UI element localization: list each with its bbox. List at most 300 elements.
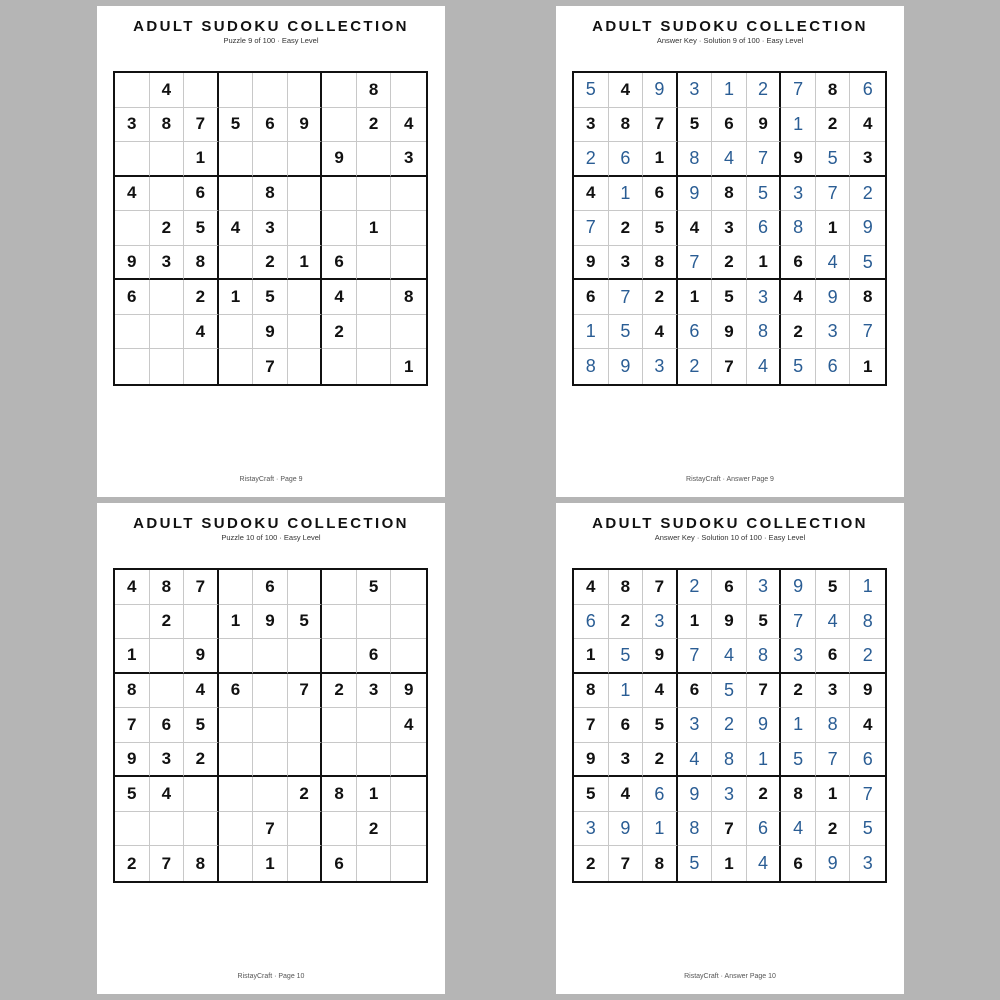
sudoku-cell-given: 8: [781, 777, 816, 812]
sudoku-cell-given: 2: [322, 315, 357, 350]
sudoku-cell: [184, 777, 219, 812]
sudoku-cell-solution: 5: [712, 674, 747, 709]
sudoku-cell-given: 1: [816, 777, 851, 812]
sudoku-cell-given: 2: [150, 211, 185, 246]
sudoku-cell-solution: 5: [609, 639, 644, 674]
sudoku-cell-solution: 5: [781, 349, 816, 384]
sudoku-cell-solution: 5: [678, 846, 713, 881]
sudoku-cell-solution: 2: [747, 73, 782, 108]
sudoku-cell-given: 6: [357, 639, 392, 674]
sudoku-cell-given: 2: [747, 777, 782, 812]
sudoku-cell-given: 5: [184, 211, 219, 246]
sudoku-cell: [288, 280, 323, 315]
sudoku-cell-given: 4: [678, 211, 713, 246]
page-subtitle: Puzzle 9 of 100 · Easy Level: [223, 36, 319, 45]
page-footer: RistayCraft · Page 9: [239, 476, 303, 483]
sudoku-grid: [113, 71, 428, 386]
sudoku-cell: [150, 280, 185, 315]
sudoku-cell-given: 9: [322, 142, 357, 177]
sudoku-cell-given: 6: [781, 846, 816, 881]
sudoku-cell-given: 6: [322, 846, 357, 881]
sudoku-cell-given: 4: [115, 177, 150, 212]
sudoku-cell-solution: 8: [712, 743, 747, 778]
sudoku-cell-given: 5: [253, 280, 288, 315]
sudoku-cell: [253, 639, 288, 674]
sudoku-cell: [391, 570, 426, 605]
sudoku-cell: [219, 246, 254, 281]
page-footer: RistayCraft · Answer Page 10: [684, 973, 776, 980]
sudoku-cell-given: 7: [288, 674, 323, 709]
sudoku-cell: [150, 177, 185, 212]
sudoku-cell-solution: 3: [781, 639, 816, 674]
sudoku-cell-given: 7: [712, 349, 747, 384]
sudoku-cell-solution: 4: [816, 246, 851, 281]
sudoku-cell-given: 1: [288, 246, 323, 281]
sudoku-cell: [150, 315, 185, 350]
page-title: ADULT SUDOKU COLLECTION: [592, 18, 868, 35]
sudoku-cell-given: 8: [712, 177, 747, 212]
sudoku-cell-given: 3: [574, 108, 609, 143]
sudoku-cell-given: 2: [184, 280, 219, 315]
sudoku-cell-given: 2: [184, 743, 219, 778]
sudoku-cell-solution: 6: [678, 315, 713, 350]
sudoku-cell: [115, 349, 150, 384]
sudoku-cell: [357, 708, 392, 743]
sudoku-cell-solution: 1: [609, 674, 644, 709]
sudoku-cell-given: 7: [609, 846, 644, 881]
sudoku-cell-given: 8: [357, 73, 392, 108]
sudoku-cell: [322, 743, 357, 778]
sudoku-cell-solution: 1: [781, 708, 816, 743]
sudoku-cell-given: 1: [678, 605, 713, 640]
sudoku-cell-solution: 9: [678, 177, 713, 212]
sudoku-cell: [219, 570, 254, 605]
sudoku-cell: [288, 570, 323, 605]
sudoku-cell-solution: 2: [850, 177, 885, 212]
sudoku-cell-solution: 2: [678, 570, 713, 605]
sudoku-cell-given: 1: [403, 356, 414, 376]
sudoku-cell-given: 7: [253, 349, 288, 384]
sudoku-cell-given: 3: [115, 108, 150, 143]
sudoku-cell-given: 9: [574, 246, 609, 281]
sudoku-cell-solution: 6: [816, 349, 851, 384]
sudoku-cell: [288, 315, 323, 350]
sudoku-cell-given: 5: [288, 605, 323, 640]
sudoku-cell-given: 7: [643, 570, 678, 605]
sudoku-cell-given: 7: [184, 570, 219, 605]
sudoku-cell: [357, 142, 392, 177]
sudoku-cell-given: 6: [253, 570, 288, 605]
sudoku-cell: [391, 846, 426, 881]
sudoku-cell: [219, 73, 254, 108]
sudoku-cell: [322, 177, 357, 212]
sudoku-cell-solution: 8: [574, 349, 609, 384]
sudoku-cell-given: 2: [781, 315, 816, 350]
sudoku-cell-given: 8: [150, 108, 185, 143]
sudoku-cell-solution: 9: [747, 708, 782, 743]
sudoku-cell-given: 2: [609, 605, 644, 640]
sudoku-cell-given: 8: [150, 570, 185, 605]
sudoku-cell: [219, 142, 254, 177]
sudoku-cell-given: 7: [150, 846, 185, 881]
sudoku-cell: [115, 73, 150, 108]
sudoku-cell-given: 5: [643, 708, 678, 743]
sudoku-cell-solution: 4: [816, 605, 851, 640]
sudoku-cell-given: 8: [850, 280, 885, 315]
sudoku-cell-given: 5: [712, 280, 747, 315]
sudoku-cell-given: 1: [862, 356, 873, 376]
sudoku-cell: [357, 349, 392, 384]
sudoku-cell-given: 5: [115, 777, 150, 812]
sudoku-cell-given: 6: [643, 177, 678, 212]
page-subtitle: Puzzle 10 of 100 · Easy Level: [221, 533, 321, 542]
sudoku-cell-given: 6: [115, 280, 150, 315]
sudoku-cell-given: 5: [816, 570, 851, 605]
puzzle-page-9: [97, 6, 445, 497]
sudoku-cell-given: 2: [150, 605, 185, 640]
sudoku-cell-solution: 9: [781, 570, 816, 605]
sudoku-cell: [391, 73, 426, 108]
sudoku-cell-given: 7: [643, 108, 678, 143]
sudoku-cell-given: 5: [643, 211, 678, 246]
sudoku-cell-solution: 3: [574, 812, 609, 847]
sudoku-cell: [253, 674, 288, 709]
sudoku-cell-solution: 8: [747, 639, 782, 674]
answer-page-9: [556, 6, 904, 497]
sudoku-cell-given: 3: [391, 142, 426, 177]
sudoku-cell-given: 1: [184, 142, 219, 177]
sudoku-cell-given: 1: [357, 777, 392, 812]
sudoku-cell-solution: 5: [609, 315, 644, 350]
sudoku-cell-given: 6: [816, 639, 851, 674]
sudoku-cell-given: 7: [184, 108, 219, 143]
sudoku-cell: [288, 142, 323, 177]
sudoku-cell-given: 8: [609, 108, 644, 143]
sudoku-cell-solution: 3: [643, 605, 678, 640]
sudoku-cell-given: 5: [219, 108, 254, 143]
sudoku-cell: [219, 315, 254, 350]
sudoku-cell: [288, 639, 323, 674]
sudoku-cell-solution: 4: [712, 142, 747, 177]
sudoku-cell-solution: 9: [609, 812, 644, 847]
sudoku-cell: [322, 708, 357, 743]
sudoku-cell-given: 1: [678, 280, 713, 315]
sudoku-cell: [391, 777, 426, 812]
sudoku-cell-given: 3: [609, 246, 644, 281]
sudoku-cell: [219, 846, 254, 881]
sudoku-cell-given: 3: [609, 743, 644, 778]
sudoku-cell: [288, 177, 323, 212]
sudoku-cell-solution: 7: [816, 177, 851, 212]
sudoku-cell-given: 1: [219, 605, 254, 640]
sudoku-cell: [184, 605, 219, 640]
page-title: ADULT SUDOKU COLLECTION: [133, 18, 409, 35]
sudoku-cell-given: 6: [678, 674, 713, 709]
sudoku-cell-given: 8: [609, 570, 644, 605]
sudoku-cell-given: 4: [219, 211, 254, 246]
sudoku-cell: [322, 211, 357, 246]
sudoku-cell-solution: 3: [643, 349, 678, 384]
sudoku-cell-solution: 8: [747, 315, 782, 350]
sudoku-cell-solution: 3: [747, 280, 782, 315]
sudoku-cell-given: 9: [781, 142, 816, 177]
sudoku-cell: [288, 73, 323, 108]
sudoku-cell: [253, 777, 288, 812]
sudoku-grid: [113, 568, 428, 883]
sudoku-cell-given: 8: [253, 177, 288, 212]
page-footer: RistayCraft · Page 10: [237, 973, 305, 980]
sudoku-cell-given: 1: [712, 846, 747, 881]
sudoku-cell-given: 3: [150, 743, 185, 778]
sudoku-cell-solution: 7: [678, 246, 713, 281]
sudoku-cell-given: 8: [816, 73, 851, 108]
sudoku-cell-given: 8: [322, 777, 357, 812]
sudoku-cell-solution: 5: [781, 743, 816, 778]
sudoku-cell: [391, 177, 426, 212]
sudoku-cell-given: 7: [747, 674, 782, 709]
sudoku-cell-given: 9: [574, 743, 609, 778]
sudoku-cell: [391, 246, 426, 281]
sudoku-cell-given: 2: [643, 743, 678, 778]
sudoku-cell: [115, 211, 150, 246]
sudoku-cell: [184, 349, 219, 384]
sudoku-cell-solution: 7: [781, 73, 816, 108]
sudoku-cell-solution: 1: [747, 743, 782, 778]
sudoku-cell: [322, 812, 357, 847]
sudoku-cell: [357, 743, 392, 778]
sudoku-cell-given: 4: [781, 280, 816, 315]
page-subtitle: Answer Key · Solution 9 of 100 · Easy Level: [656, 36, 804, 45]
sudoku-cell: [184, 73, 219, 108]
page-title: ADULT SUDOKU COLLECTION: [592, 515, 868, 532]
sudoku-cell-given: 3: [253, 211, 288, 246]
sudoku-cell-given: 4: [850, 108, 885, 143]
sudoku-cell-solution: 3: [678, 708, 713, 743]
sudoku-cell-solution: 7: [609, 280, 644, 315]
sudoku-cell-solution: 6: [643, 777, 678, 812]
sudoku-cell-given: 7: [574, 708, 609, 743]
sudoku-cell: [391, 639, 426, 674]
sudoku-cell: [288, 743, 323, 778]
sudoku-cell-solution: 4: [712, 639, 747, 674]
sudoku-cell-solution: 2: [574, 142, 609, 177]
sudoku-cell-given: 8: [643, 246, 678, 281]
sudoku-cell: [322, 349, 357, 384]
sudoku-cell: [391, 211, 426, 246]
sudoku-cell-solution: 9: [816, 280, 851, 315]
sudoku-cell: [357, 280, 392, 315]
sudoku-cell: [150, 812, 185, 847]
sudoku-cell-given: 9: [643, 639, 678, 674]
page-title: ADULT SUDOKU COLLECTION: [133, 515, 409, 532]
sudoku-cell: [253, 743, 288, 778]
sudoku-cell-given: 2: [288, 777, 323, 812]
sudoku-cell: [322, 605, 357, 640]
sudoku-cell-given: 1: [253, 846, 288, 881]
sudoku-cell-solution: 5: [816, 142, 851, 177]
sudoku-solution-grid: [572, 568, 887, 883]
page-footer: RistayCraft · Answer Page 9: [686, 476, 774, 483]
sudoku-cell-solution: 7: [747, 142, 782, 177]
sudoku-cell-solution: 6: [747, 211, 782, 246]
sudoku-cell-solution: 2: [678, 349, 713, 384]
sudoku-cell-given: 5: [184, 708, 219, 743]
sudoku-cell-given: 4: [574, 177, 609, 212]
sudoku-cell: [288, 708, 323, 743]
sudoku-cell-given: 4: [609, 73, 644, 108]
sudoku-cell-given: 6: [574, 280, 609, 315]
sudoku-cell-given: 6: [609, 708, 644, 743]
sudoku-cell-given: 6: [184, 177, 219, 212]
sudoku-cell-solution: 6: [850, 743, 885, 778]
sudoku-cell-given: 4: [574, 570, 609, 605]
sudoku-cell-solution: 8: [816, 708, 851, 743]
sudoku-cell-given: 4: [115, 570, 150, 605]
sudoku-cell-given: 3: [357, 674, 392, 709]
sudoku-cell-given: 8: [391, 280, 426, 315]
sudoku-cell: [391, 743, 426, 778]
sudoku-cell-solution: 8: [781, 211, 816, 246]
sudoku-cell-given: 1: [115, 639, 150, 674]
sudoku-cell: [115, 315, 150, 350]
sudoku-cell-solution: 3: [678, 73, 713, 108]
sudoku-cell: [288, 211, 323, 246]
sudoku-cell-given: 3: [712, 211, 747, 246]
sudoku-cell-given: 2: [712, 246, 747, 281]
sudoku-cell-given: 3: [150, 246, 185, 281]
sudoku-cell-given: 2: [253, 246, 288, 281]
sudoku-cell-given: 6: [712, 570, 747, 605]
sudoku-cell-given: 4: [184, 674, 219, 709]
sudoku-cell-solution: 1: [781, 108, 816, 143]
sudoku-cell: [288, 349, 323, 384]
sudoku-cell-solution: 5: [747, 177, 782, 212]
sudoku-cell-given: 7: [115, 708, 150, 743]
sudoku-cell-solution: 5: [850, 246, 885, 281]
sudoku-cell-given: 9: [288, 108, 323, 143]
sudoku-cell-solution: 6: [574, 605, 609, 640]
sudoku-cell-given: 9: [184, 639, 219, 674]
sudoku-cell: [322, 73, 357, 108]
sudoku-cell: [219, 639, 254, 674]
sudoku-cell-solution: 4: [747, 846, 782, 881]
sudoku-cell: [115, 142, 150, 177]
sudoku-cell: [219, 349, 254, 384]
sudoku-cell-given: 9: [712, 605, 747, 640]
sudoku-cell-given: 2: [816, 108, 851, 143]
sudoku-cell-given: 2: [609, 211, 644, 246]
sudoku-cell-given: 2: [574, 846, 609, 881]
sudoku-cell-given: 1: [219, 280, 254, 315]
sudoku-cell: [150, 142, 185, 177]
sudoku-cell-given: 2: [781, 674, 816, 709]
sudoku-cell-given: 6: [322, 246, 357, 281]
sudoku-cell: [184, 812, 219, 847]
sudoku-cell-given: 5: [357, 570, 392, 605]
sudoku-cell: [357, 605, 392, 640]
sudoku-cell-solution: 8: [678, 812, 713, 847]
sudoku-cell: [219, 743, 254, 778]
puzzle-page-10: [97, 503, 445, 994]
sudoku-cell-given: 4: [609, 777, 644, 812]
sudoku-cell-solution: 1: [574, 315, 609, 350]
sudoku-cell-solution: 4: [678, 743, 713, 778]
sudoku-cell-given: 2: [357, 108, 392, 143]
sudoku-cell-solution: 4: [747, 349, 782, 384]
sudoku-cell-given: 4: [184, 315, 219, 350]
sudoku-cell-given: 2: [322, 674, 357, 709]
sudoku-cell: [391, 605, 426, 640]
sudoku-cell-given: 7: [253, 812, 288, 847]
sudoku-cell-given: 4: [322, 280, 357, 315]
sudoku-cell-solution: 3: [712, 777, 747, 812]
sudoku-cell-given: 4: [391, 108, 426, 143]
sudoku-cell-given: 8: [574, 674, 609, 709]
sudoku-cell-given: 9: [115, 246, 150, 281]
sudoku-cell: [219, 812, 254, 847]
sudoku-cell-solution: 8: [678, 142, 713, 177]
sudoku-cell: [322, 639, 357, 674]
sudoku-cell-given: 9: [712, 315, 747, 350]
sudoku-cell-given: 4: [391, 708, 426, 743]
sudoku-cell: [322, 570, 357, 605]
sudoku-cell-solution: 3: [862, 853, 873, 874]
sudoku-cell: [150, 639, 185, 674]
sudoku-cell-solution: 1: [609, 177, 644, 212]
sudoku-cell: [115, 605, 150, 640]
sudoku-cell-given: 1: [574, 639, 609, 674]
sudoku-cell: [357, 315, 392, 350]
sudoku-cell-given: 2: [357, 812, 392, 847]
sudoku-cell: [391, 315, 426, 350]
sudoku-cell: [357, 846, 392, 881]
sudoku-cell-solution: 3: [816, 315, 851, 350]
sudoku-cell: [219, 177, 254, 212]
sudoku-cell-solution: 9: [609, 349, 644, 384]
sudoku-cell-given: 8: [184, 246, 219, 281]
sudoku-cell: [322, 108, 357, 143]
sudoku-cell-solution: 5: [850, 812, 885, 847]
sudoku-cell-given: 5: [747, 605, 782, 640]
sudoku-cell-given: 9: [115, 743, 150, 778]
sudoku-cell-solution: 6: [609, 142, 644, 177]
sudoku-cell-given: 5: [678, 108, 713, 143]
sudoku-cell-solution: 8: [850, 605, 885, 640]
answer-page-10: [556, 503, 904, 994]
sudoku-cell-solution: 9: [678, 777, 713, 812]
sudoku-cell: [253, 73, 288, 108]
sudoku-cell-solution: 2: [850, 639, 885, 674]
sudoku-cell-given: 2: [643, 280, 678, 315]
sudoku-cell-given: 4: [150, 777, 185, 812]
sudoku-cell: [115, 812, 150, 847]
sudoku-cell-solution: 1: [643, 812, 678, 847]
sudoku-cell-solution: 7: [816, 743, 851, 778]
sudoku-cell: [219, 708, 254, 743]
sudoku-cell-given: 1: [816, 211, 851, 246]
sudoku-cell-given: 8: [184, 846, 219, 881]
sudoku-cell-given: 7: [712, 812, 747, 847]
sudoku-cell-given: 1: [643, 142, 678, 177]
sudoku-cell-solution: 9: [850, 211, 885, 246]
sudoku-cell-given: 6: [781, 246, 816, 281]
sudoku-cell-given: 4: [643, 315, 678, 350]
sudoku-cell: [253, 708, 288, 743]
sudoku-cell-given: 9: [850, 674, 885, 709]
sudoku-cell-given: 5: [574, 777, 609, 812]
sudoku-cell-solution: 1: [850, 570, 885, 605]
sudoku-cell-solution: 5: [574, 73, 609, 108]
